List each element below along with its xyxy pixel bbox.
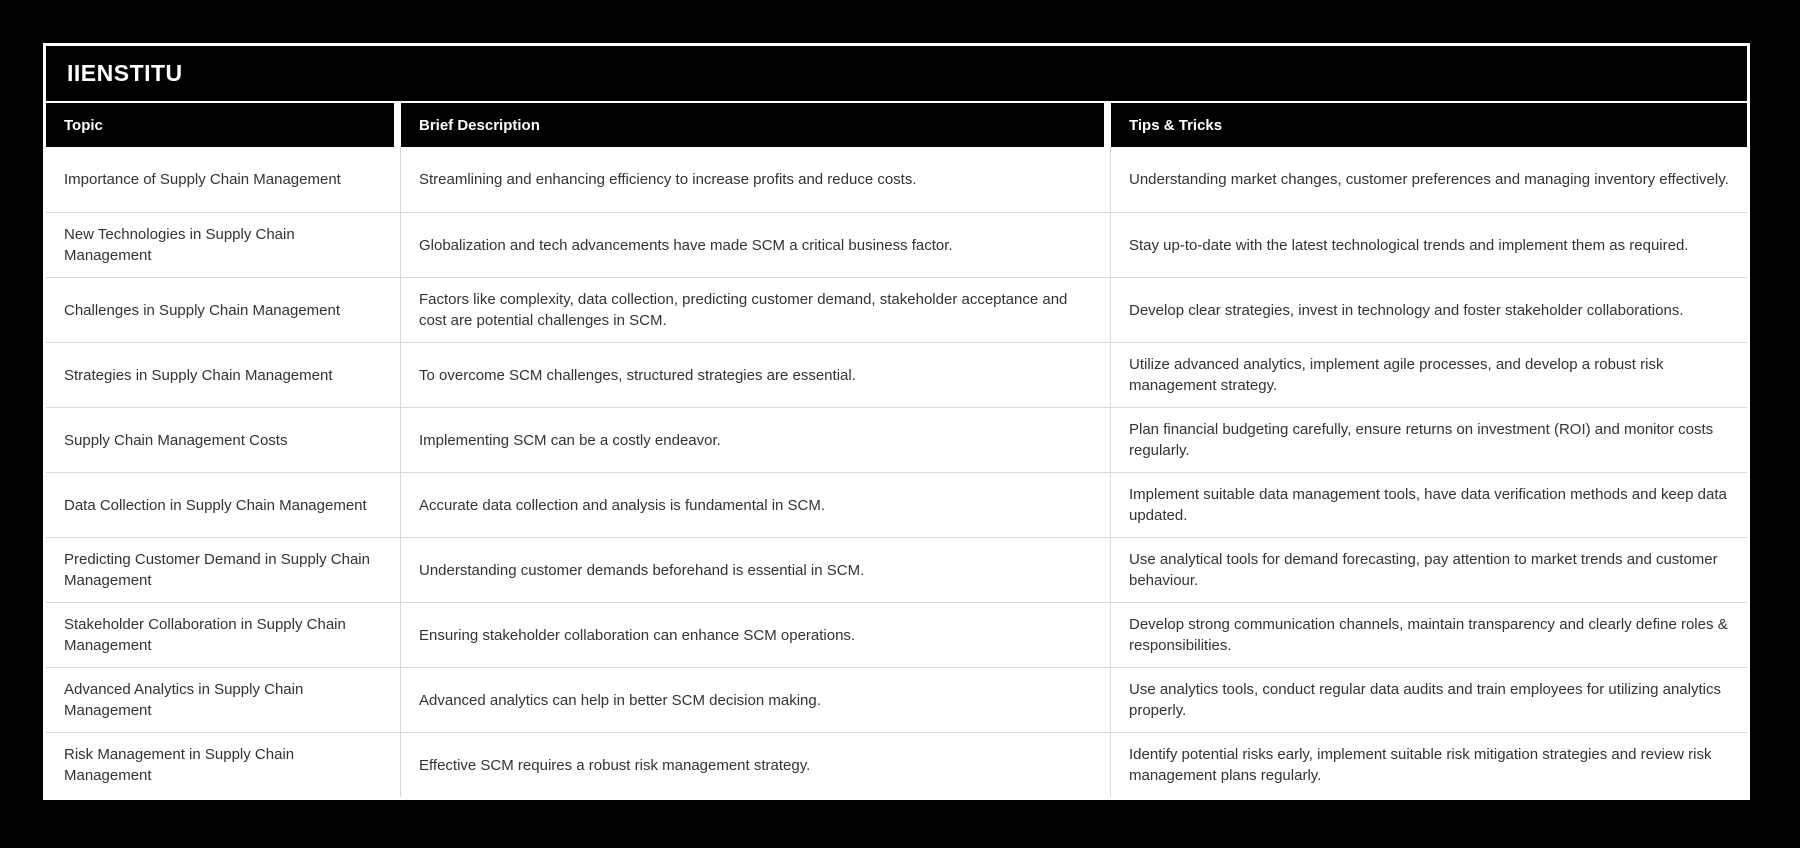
tips-tricks-cell: Stay up-to-date with the latest technological trends and implement them as required. (1111, 212, 1747, 277)
brief-description-cell: Effective SCM requires a robust risk management strategy. (401, 732, 1111, 797)
brief-description-cell: Streamlining and enhancing efficiency to increase profits and reduce costs. (401, 147, 1111, 212)
brand-title: IIENSTITU (67, 60, 183, 86)
topic-cell: Strategies in Supply Chain Management (46, 342, 401, 407)
table-row (46, 407, 1747, 472)
table-row (46, 537, 1747, 602)
tips-tricks-cell: Implement suitable data management tools, have data verification methods and keep data updated. (1111, 472, 1747, 537)
table-row (46, 667, 1747, 732)
tips-tricks-cell: Understanding market changes, customer preferences and managing inventory effectively. (1111, 147, 1747, 212)
tips-tricks-cell: Utilize advanced analytics, implement agile processes, and develop a robust risk management strategy. (1111, 342, 1747, 407)
topic-cell: Advanced Analytics in Supply Chain Management (46, 667, 401, 732)
brief-description-cell: To overcome SCM challenges, structured strategies are essential. (401, 342, 1111, 407)
topic-cell: Stakeholder Collaboration in Supply Chain Management (46, 602, 401, 667)
brief-description-cell: Advanced analytics can help in better SCM decision making. (401, 667, 1111, 732)
tips-tricks-cell: Develop clear strategies, invest in technology and foster stakeholder collaborations. (1111, 277, 1747, 342)
tips-tricks-cell: Plan financial budgeting carefully, ensure returns on investment (ROI) and monitor costs regularly. (1111, 407, 1747, 472)
table-row (46, 602, 1747, 667)
table-header-row (46, 103, 1747, 147)
brief-description-cell: Ensuring stakeholder collaboration can enhance SCM operations. (401, 602, 1111, 667)
column-header-topic: Topic (46, 103, 401, 147)
tips-tricks-cell: Use analytics tools, conduct regular data audits and train employees for utilizing analytics properly. (1111, 667, 1747, 732)
brief-description-cell: Factors like complexity, data collection, predicting customer demand, stakeholder acceptance and cost are potential challenges in SCM. (401, 277, 1111, 342)
topic-cell: Supply Chain Management Costs (46, 407, 401, 472)
table-row (46, 277, 1747, 342)
topic-cell: New Technologies in Supply Chain Management (46, 212, 401, 277)
brief-description-cell: Understanding customer demands beforehand is essential in SCM. (401, 537, 1111, 602)
column-header-tips-tricks: Tips & Tricks (1111, 103, 1747, 147)
column-header-brief-description: Brief Description (401, 103, 1111, 147)
scm-table-panel (43, 43, 1750, 800)
topic-cell: Challenges in Supply Chain Management (46, 277, 401, 342)
brief-description-cell: Implementing SCM can be a costly endeavor. (401, 407, 1111, 472)
panel-title-bar (46, 46, 1747, 103)
table-row (46, 732, 1747, 797)
brief-description-cell: Accurate data collection and analysis is fundamental in SCM. (401, 472, 1111, 537)
topic-cell: Data Collection in Supply Chain Management (46, 472, 401, 537)
topic-cell: Predicting Customer Demand in Supply Chain Management (46, 537, 401, 602)
table-row (46, 342, 1747, 407)
brief-description-cell: Globalization and tech advancements have made SCM a critical business factor. (401, 212, 1111, 277)
table-row (46, 472, 1747, 537)
tips-tricks-cell: Develop strong communication channels, maintain transparency and clearly define roles & responsibilities. (1111, 602, 1747, 667)
tips-tricks-cell: Use analytical tools for demand forecasting, pay attention to market trends and customer behaviour. (1111, 537, 1747, 602)
table-row (46, 147, 1747, 212)
tips-tricks-cell: Identify potential risks early, implement suitable risk mitigation strategies and review risk management plans regularly. (1111, 732, 1747, 797)
topic-cell: Risk Management in Supply Chain Management (46, 732, 401, 797)
table-row (46, 212, 1747, 277)
topic-cell: Importance of Supply Chain Management (46, 147, 401, 212)
